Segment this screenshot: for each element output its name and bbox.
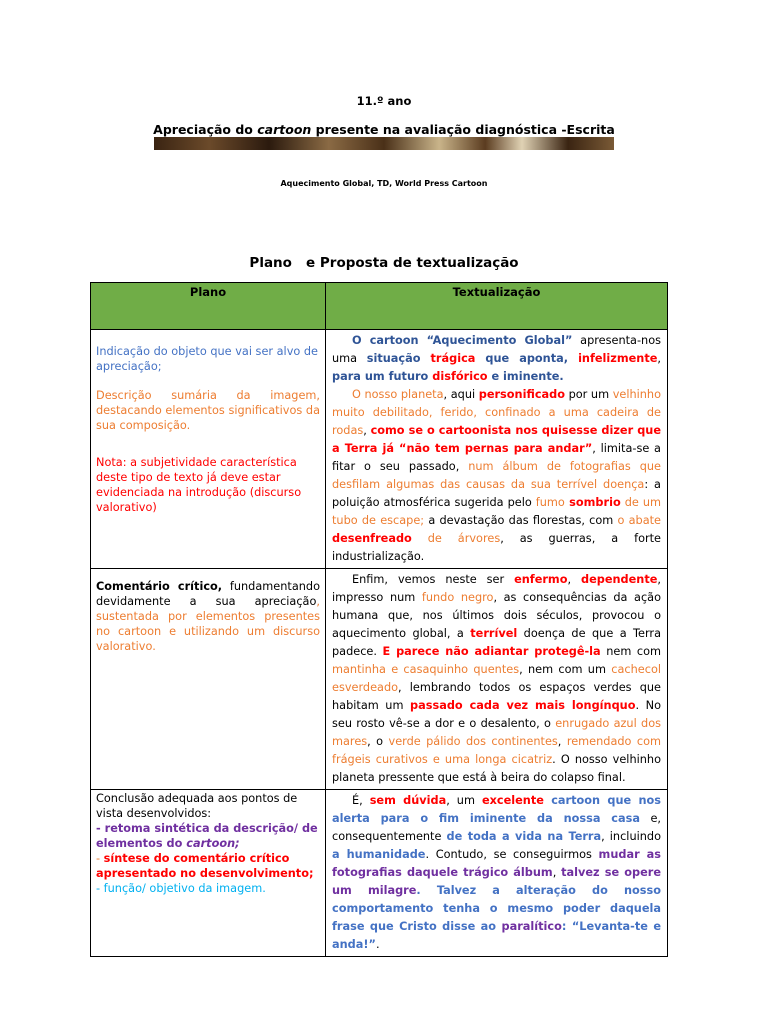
text-span: cartoon bbox=[543, 794, 601, 807]
text-span: doença de que a Terra padece. bbox=[332, 627, 661, 658]
text-span: , bbox=[557, 735, 567, 748]
text-span: E parece não adiantar protegê-la bbox=[382, 645, 601, 658]
cartoon-source-subtitle: Aquecimento Global, TD, World Press Cartoon bbox=[280, 179, 488, 188]
text-span: , o bbox=[367, 735, 389, 748]
text-span: O cartoon “Aquecimento Global” bbox=[352, 334, 573, 347]
row1-plan-cell bbox=[91, 330, 326, 569]
text-span: É, bbox=[352, 794, 370, 807]
text-span: a humanidade bbox=[332, 848, 426, 861]
text-span: de árvores bbox=[411, 532, 501, 545]
text-span: : a poluição atmosférica sugerida pelo bbox=[332, 478, 661, 509]
text-span: Enfim, vemos neste ser bbox=[352, 573, 515, 586]
text-span: sem dúvida bbox=[369, 794, 447, 807]
text-span: O nosso planeta bbox=[352, 388, 444, 401]
row3-plan-l1: Conclusão adequada aos pontos de vista desenvolvidos: bbox=[96, 792, 298, 820]
text-span: cartoon; bbox=[186, 837, 240, 850]
text-span: , um bbox=[446, 794, 482, 807]
text-span: síntese do comentário crítico apresentado no desenvolvimento; bbox=[96, 852, 314, 880]
cartoon-image-strip bbox=[154, 137, 614, 150]
text-span: disfórico bbox=[428, 370, 488, 383]
text-span: . Talvez a alteração do nosso comportamento tenha o mesmo poder daquela frase que Cristo disse ao bbox=[332, 884, 661, 933]
text-span: . bbox=[375, 938, 380, 951]
row1-plan-p2: Descrição sumária da imagem, destacando elementos significativos da sua composição. bbox=[96, 389, 320, 432]
text-span: sombrio bbox=[564, 496, 621, 509]
text-span: por um bbox=[565, 388, 613, 401]
text-span: terrível bbox=[470, 627, 518, 640]
table-row-development bbox=[91, 569, 668, 790]
text-span: remendado com frágeis curativos e uma longa cicatriz bbox=[332, 735, 661, 766]
text-span: e, consequentemente bbox=[332, 812, 661, 843]
text-span: . O nosso velhinho planeta pressente que está à beira do colapso final. bbox=[332, 753, 661, 784]
text-span: , incluindo bbox=[601, 830, 661, 843]
text-span: que nos alerta para o fim iminente da nossa casa bbox=[332, 794, 661, 825]
row3-plan-l4: - função/ objetivo da imagem. bbox=[96, 882, 266, 895]
text-span: fumo bbox=[535, 496, 565, 509]
text-span: , aqui bbox=[443, 388, 479, 401]
heading-post: presente na avaliação diagnóstica -Escrita bbox=[311, 122, 615, 137]
text-span: , nem com um bbox=[519, 663, 612, 676]
row3-plan-l3 bbox=[96, 851, 320, 881]
text-span: fundo negro bbox=[421, 591, 494, 604]
text-span: , bbox=[657, 352, 662, 365]
text-span: , impresso num bbox=[332, 573, 662, 604]
text-span: - retoma sintética da descrição/ de elementos do bbox=[96, 822, 318, 850]
text-span: , sustentada por elementos presentes no cartoon e utilizando um discurso valorativo. bbox=[96, 595, 320, 653]
text-span: que aponta, bbox=[475, 352, 579, 365]
text-span: enfermo bbox=[514, 573, 568, 586]
text-span: . Contudo, se conseguirmos bbox=[425, 848, 599, 861]
row3-text-p1 bbox=[332, 792, 661, 954]
row1-text-p1 bbox=[332, 332, 661, 386]
text-span: a devastação das florestas, com bbox=[424, 514, 618, 527]
plan-table bbox=[90, 282, 668, 957]
text-span: , bbox=[567, 573, 582, 586]
text-span: e iminente. bbox=[487, 370, 564, 383]
row2-text-cell bbox=[326, 569, 668, 790]
heading-italic: cartoon bbox=[257, 122, 312, 137]
text-span: excelente bbox=[481, 794, 544, 807]
row2-plan-cell bbox=[91, 569, 326, 790]
row1-plan-p1: Indicação do objeto que vai ser alvo de apreciação; bbox=[96, 345, 318, 373]
text-span: de toda a vida na Terra bbox=[446, 830, 602, 843]
text-span: trágica bbox=[420, 352, 476, 365]
grade-label: 11.º ano bbox=[356, 94, 412, 108]
text-span: . No seu rosto vê-se a dor e o desalento, o bbox=[332, 699, 661, 730]
text-span: cachecol esverdeado bbox=[332, 663, 661, 694]
text-span: , limita-se a fitar o seu passado, bbox=[332, 442, 661, 473]
text-span: para um futuro bbox=[332, 370, 429, 383]
document-heading bbox=[0, 122, 768, 137]
row1-plan-note: Nota: a subjetividade característica deste tipo de texto já deve estar evidenciada na introdução (discurso valorativo) bbox=[96, 456, 302, 514]
text-span: , bbox=[552, 866, 562, 879]
text-span: de um tubo de escape; bbox=[332, 496, 661, 527]
row3-plan-cell bbox=[91, 790, 326, 957]
table-row-conclusion bbox=[91, 790, 668, 957]
row1-text-p2 bbox=[332, 386, 661, 566]
text-span: desenfreado bbox=[332, 532, 412, 545]
text-span: enrugado azul dos mares bbox=[332, 717, 661, 748]
text-span: , as guerras, a forte industrialização. bbox=[332, 532, 662, 563]
text-span: : “Levanta-te e anda!” bbox=[332, 920, 661, 951]
text-span: situação bbox=[366, 352, 421, 365]
text-span: paralítico bbox=[501, 920, 562, 933]
table-title: Plano e Proposta de textualização bbox=[249, 255, 519, 271]
text-span: infelizmente bbox=[578, 352, 658, 365]
text-span: fundamentando devidamente a sua apreciação bbox=[96, 580, 320, 608]
text-span: - bbox=[96, 852, 104, 865]
text-span: , lembrando todos os espaços verdes que habitam um bbox=[332, 681, 661, 712]
header-plano: Plano bbox=[91, 283, 326, 330]
text-span: , as consequências da ação humana que, nos últimos dois séculos, provocou o aquecimento global, a bbox=[332, 591, 661, 640]
text-span: Comentário crítico, bbox=[96, 580, 223, 593]
table-row-introduction bbox=[91, 330, 668, 569]
text-span: mudar as fotografias daquele trágico álbum bbox=[332, 848, 661, 879]
text-span: dependente bbox=[581, 573, 658, 586]
heading-pre: Apreciação do bbox=[153, 122, 258, 137]
row1-text-cell bbox=[326, 330, 668, 569]
row3-text-cell bbox=[326, 790, 668, 957]
text-span: mantinha e casaquinho quentes bbox=[332, 663, 520, 676]
header-textualizacao: Textualização bbox=[326, 283, 668, 330]
text-span: apresenta-nos uma bbox=[332, 334, 661, 365]
text-span: num álbum de fotografias que desfilam algumas das causas da sua terrível doença bbox=[332, 460, 661, 491]
text-span: nem com bbox=[600, 645, 661, 658]
text-span: verde pálido dos continentes bbox=[388, 735, 558, 748]
text-span: passado cada vez mais longínquo bbox=[410, 699, 636, 712]
text-span: talvez se opere um milagre bbox=[332, 866, 661, 897]
table-header-row bbox=[91, 283, 668, 330]
text-span: o abate bbox=[617, 514, 661, 527]
text-span: , bbox=[363, 424, 371, 437]
row2-text-p1 bbox=[332, 571, 661, 787]
text-span: como se o cartoonista nos quisesse dizer que a Terra já “não tem pernas para andar” bbox=[332, 424, 661, 455]
text-span: velhinho muito debilitado, ferido, confinado a uma cadeira de rodas bbox=[332, 388, 661, 437]
text-span: personificado bbox=[478, 388, 565, 401]
row3-plan-l2 bbox=[96, 821, 320, 851]
